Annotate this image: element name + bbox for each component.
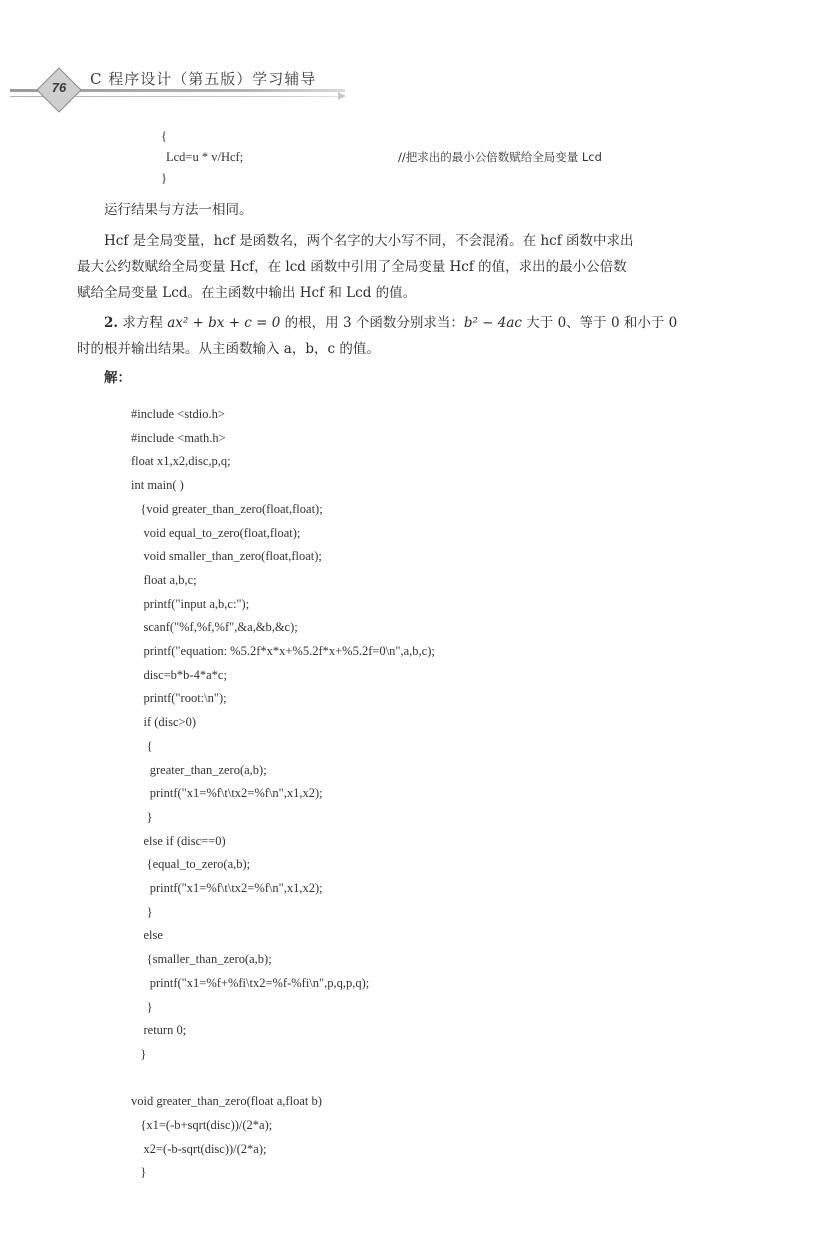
code-line: disc=b*b-4*a*c;: [131, 667, 227, 682]
paragraph-explain-line3: 赋给全局变量 Lcd。在主函数中输出 Hcf 和 Lcd 的值。: [77, 285, 417, 301]
code-line: float a,b,c;: [131, 572, 197, 587]
code-line-open-brace: {: [161, 129, 167, 143]
code-line: printf("root:\n");: [131, 691, 227, 706]
code-line: else: [131, 928, 163, 943]
code-line-lcd-assign: Lcd=u * v/Hcf;: [166, 150, 244, 164]
code-line: #include <math.h>: [131, 430, 226, 445]
code-comment: //把求出的最小公倍数赋给全局变量 Lcd: [398, 150, 602, 164]
code-line: void smaller_than_zero(float,float);: [131, 549, 322, 564]
code-line: int main( ): [131, 478, 184, 493]
code-line: else if (disc==0): [131, 833, 226, 848]
code-line: {smaller_than_zero(a,b);: [131, 952, 272, 967]
code-line: printf("x1=%f+%fi\tx2=%f-%fi\n",p,q,p,q);: [131, 975, 370, 990]
code-line: {x1=(-b+sqrt(disc))/(2*a);: [131, 1118, 273, 1132]
code-line: scanf("%f,%f,%f",&a,&b,&c);: [131, 620, 298, 635]
problem-statement-line2: 时的根并输出结果。从主函数输入 a，b，c 的值。: [77, 341, 380, 357]
code-line: void greater_than_zero(float a,float b): [131, 1094, 322, 1109]
code-line: #include <stdio.h>: [131, 407, 225, 421]
code-line: }: [131, 904, 153, 919]
code-line: {void greater_than_zero(float,float);: [131, 501, 323, 516]
code-line: void equal_to_zero(float,float);: [131, 525, 301, 540]
code-line: return 0;: [131, 1023, 187, 1038]
book-title: C 程序设计（第五版）学习辅导: [90, 70, 317, 88]
code-line: float x1,x2,disc,p,q;: [131, 454, 231, 469]
problem-statement-line1: 2. 求方程 ax² + bx + c = 0 的根，用 3 个函数分别求当：b² − 4ac 大于 0、等于 0 和小于 0: [104, 315, 678, 331]
paragraph-result-same: 运行结果与方法一相同。: [104, 202, 253, 218]
discriminant: b² − 4ac: [463, 315, 522, 331]
code-line: printf("x1=%f\t\tx2=%f\n",x1,x2);: [131, 786, 323, 801]
header-arrow-icon: [338, 92, 346, 100]
code-line: {equal_to_zero(a,b);: [131, 857, 251, 872]
paragraph-explain-line2: 最大公约数赋给全局变量 Hcf，在 lcd 函数中引用了全局变量 Hcf 的值，求出的最小公倍数: [77, 259, 627, 275]
code-line: printf("input a,b,c:");: [131, 596, 250, 611]
code-line: }: [131, 1165, 147, 1180]
code-line: }: [131, 999, 153, 1014]
equation: ax² + bx + c = 0: [167, 315, 281, 331]
code-line: printf("equation: %5.2f*x*x+%5.2f*x+%5.2f=0\n",a,b,c);: [131, 644, 435, 658]
code-line: {: [131, 738, 153, 753]
code-line: }: [131, 1046, 147, 1061]
code-line-close-brace: }: [161, 171, 167, 185]
page-number: 76: [51, 80, 67, 95]
code-line: }: [131, 809, 153, 824]
code-line: x2=(-b-sqrt(disc))/(2*a);: [131, 1141, 267, 1156]
page-header: [0, 66, 360, 112]
code-line: if (disc>0): [131, 715, 197, 730]
problem-number: 2.: [104, 315, 119, 331]
solution-label: 解：: [104, 370, 131, 386]
code-line: printf("x1=%f\t\tx2=%f\n",x1,x2);: [131, 881, 323, 895]
paragraph-explain-line1: Hcf 是全局变量，hcf 是函数名，两个名字的大小写不同，不会混淆。在 hcf 函数中求出: [104, 233, 634, 249]
code-line: greater_than_zero(a,b);: [131, 762, 267, 777]
